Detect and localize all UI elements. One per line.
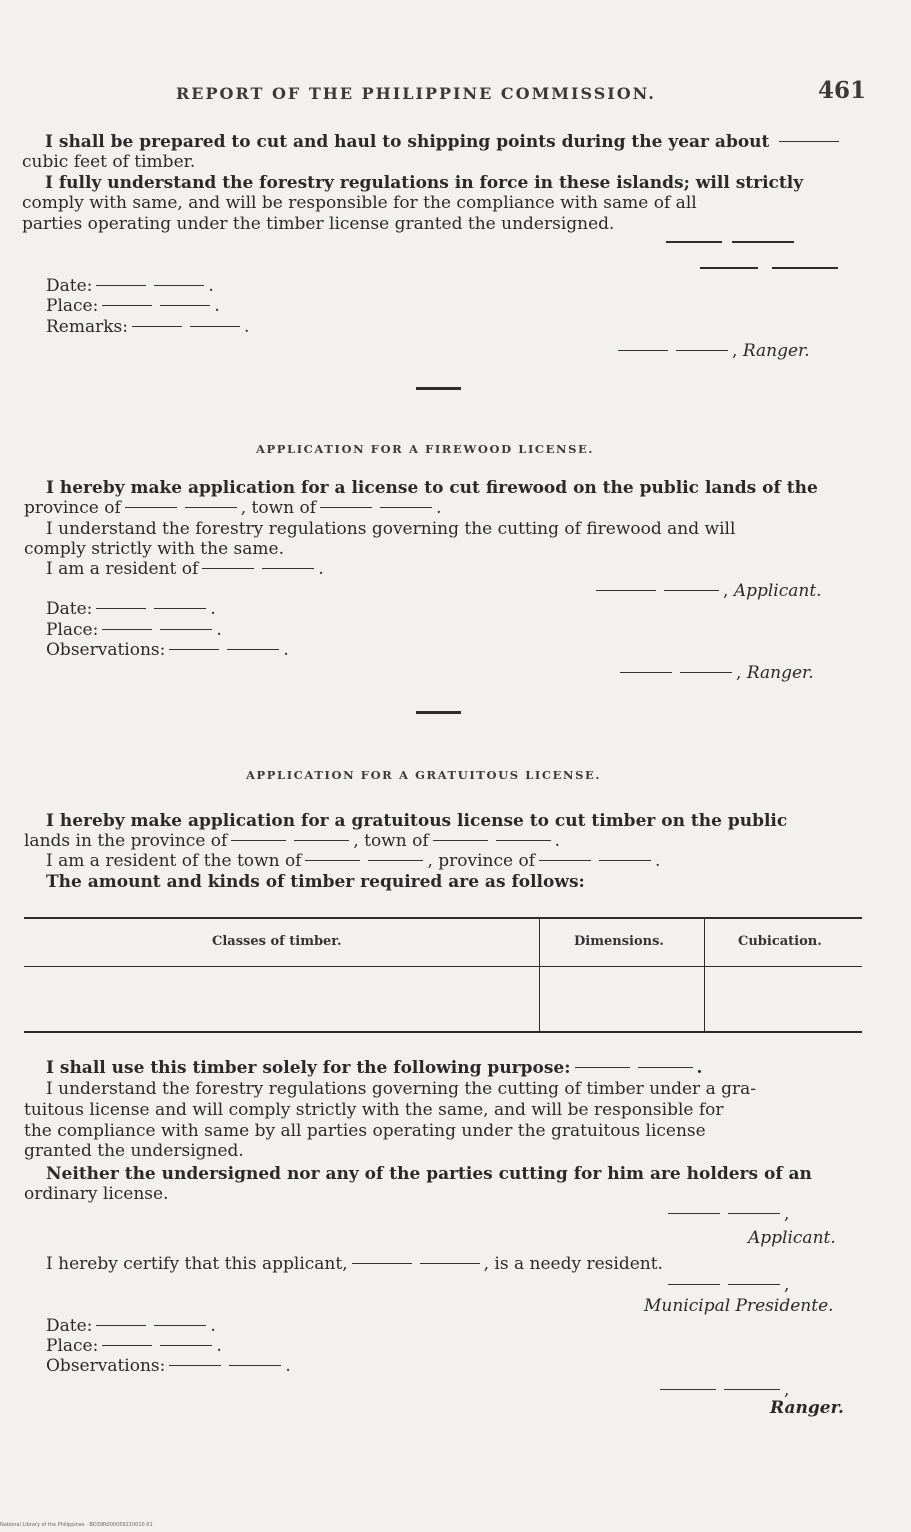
gratuitous-line-11: ordinary license.: [24, 1184, 169, 1204]
table-column-divider: [539, 919, 540, 1031]
presidente-label: Municipal Presidente.: [644, 1296, 834, 1316]
gratuitous-date-field: Date: .: [46, 1316, 216, 1336]
gratuitous-applicant-label: Applicant.: [748, 1228, 836, 1248]
certify-statement: I hereby certify that this applicant, , is a needy resident.: [46, 1254, 663, 1274]
firewood-applicant-signature: , Applicant.: [592, 581, 822, 601]
timber-ranger-signature: , Ranger.: [614, 341, 810, 361]
signature-line: [700, 267, 758, 269]
table-header-cubication: Cubication.: [738, 934, 822, 949]
gratuitous-ranger-label: Ranger.: [770, 1398, 844, 1418]
gratuitous-line-9: granted the undersigned.: [24, 1141, 244, 1161]
timber-place-field: Place: .: [46, 296, 220, 316]
table-header-dimensions: Dimensions.: [574, 934, 664, 949]
gratuitous-line-10: Neither the undersigned nor any of the parties cutting for him are holders of an: [46, 1164, 812, 1184]
signature-line: [666, 241, 722, 243]
firewood-line-5: I am a resident of .: [46, 559, 324, 579]
page-footer-watermark: National Library of the Philippines · BD39R000059210010.01: [0, 1522, 153, 1528]
section-separator: [416, 387, 461, 390]
timber-line-4: comply with same, and will be responsible for the compliance with same of all: [22, 193, 697, 213]
gratuitous-place-field: Place: .: [46, 1336, 222, 1356]
timber-line-3: I fully understand the forestry regulations in force in these islands; will strictly: [45, 173, 804, 193]
firewood-heading: APPLICATION FOR A FIREWOOD LICENSE.: [256, 442, 595, 456]
gratuitous-line-8: the compliance with same by all parties operating under the gratuitous license: [24, 1121, 706, 1141]
gratuitous-line-7: tuitous license and will comply strictly with the same, and will be responsible for: [24, 1100, 724, 1120]
firewood-line-4: comply strictly with the same.: [24, 539, 284, 559]
firewood-ranger-signature: , Ranger.: [616, 663, 814, 683]
signature-line: [732, 241, 794, 243]
timber-line-2: cubic feet of timber.: [22, 152, 196, 172]
firewood-observations-field: Observations: .: [46, 640, 289, 660]
presidente-signature: ,: [664, 1275, 789, 1295]
gratuitous-heading: APPLICATION FOR A GRATUITOUS LICENSE.: [246, 768, 601, 782]
table-column-divider: [704, 919, 705, 1031]
gratuitous-line-3: I am a resident of the town of , province of .: [46, 851, 661, 871]
firewood-place-field: Place: .: [46, 620, 222, 640]
page-number: 461: [818, 77, 867, 104]
timber-remarks-field: Remarks: .: [46, 317, 250, 337]
firewood-line-1: I hereby make application for a license to cut firewood on the public lands of the: [46, 478, 818, 498]
signature-line: [772, 267, 838, 269]
table-top-rule: [24, 917, 862, 919]
timber-date-field: Date: .: [46, 276, 214, 296]
gratuitous-line-2: lands in the province of , town of .: [24, 831, 561, 851]
timber-line-1: I shall be prepared to cut and haul to shipping points during the year about: [45, 132, 843, 152]
firewood-line-3: I understand the forestry regulations governing the cutting of firewood and will: [46, 519, 736, 539]
table-bottom-rule: [24, 1031, 862, 1033]
timber-line-5: parties operating under the timber license granted the undersigned.: [22, 214, 615, 234]
gratuitous-observations-field: Observations: .: [46, 1356, 291, 1376]
gratuitous-applicant-signature: ,: [664, 1204, 789, 1224]
gratuitous-line-1: I hereby make application for a gratuitous license to cut timber on the public: [46, 811, 788, 831]
gratuitous-line-6: I understand the forestry regulations governing the cutting of timber under a gra-: [46, 1079, 756, 1099]
table-header-rule: [24, 966, 862, 967]
firewood-line-2: province of , town of .: [24, 498, 442, 518]
page-header-title: REPORT OF THE PHILIPPINE COMMISSION.: [176, 84, 656, 103]
gratuitous-line-5: I shall use this timber solely for the following purpose: .: [46, 1058, 703, 1078]
section-separator: [416, 711, 461, 714]
firewood-date-field: Date: .: [46, 599, 216, 619]
gratuitous-ranger-signature: ,: [656, 1380, 789, 1400]
table-header-classes: Classes of timber.: [212, 934, 342, 949]
gratuitous-line-4: The amount and kinds of timber required are as follows:: [46, 872, 585, 892]
